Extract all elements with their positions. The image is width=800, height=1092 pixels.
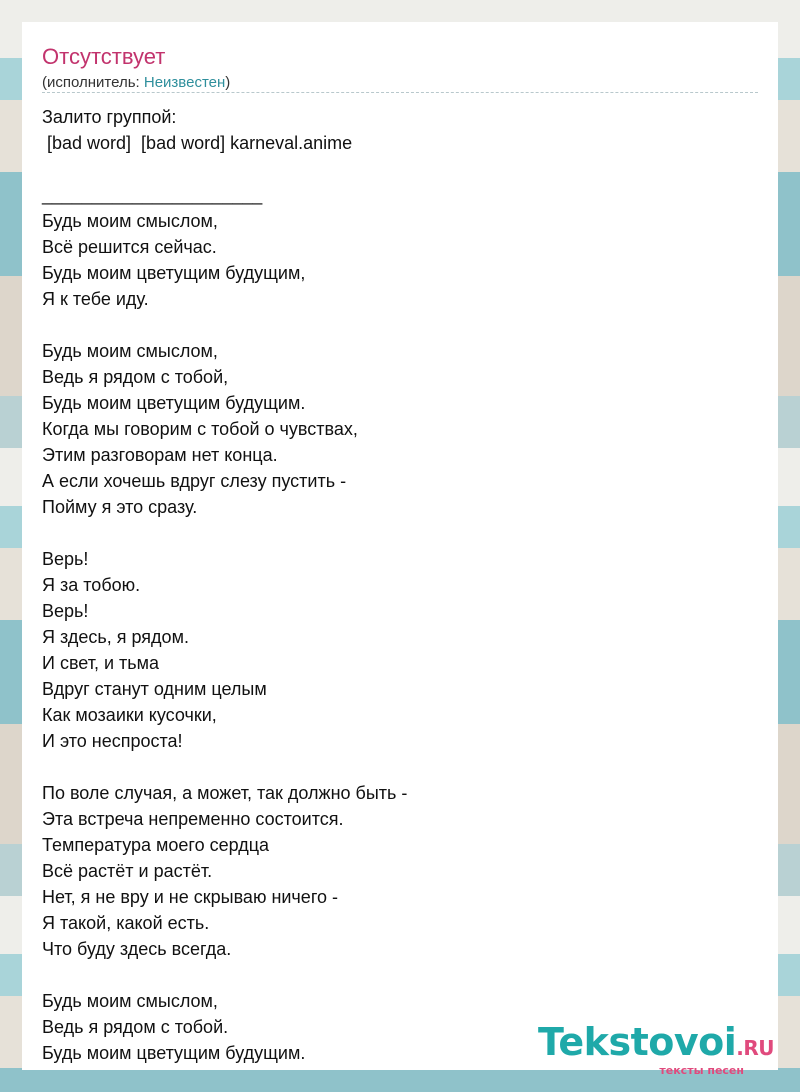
lyric-line: Всё растёт и растёт. xyxy=(42,861,213,881)
lyric-line: Я здесь, я рядом. xyxy=(42,627,189,647)
logo-tagline: тексты песен xyxy=(659,1064,744,1077)
lyric-line: Я за тобою. xyxy=(42,575,141,595)
lyric-line: Я к тебе иду. xyxy=(42,289,149,309)
lyric-line xyxy=(42,962,758,988)
lyric-line: Температура моего сердца xyxy=(42,835,270,855)
lyric-line: Эта встреча непременно состоится. xyxy=(42,809,344,829)
lyric-line: Будь моим цветущим будущим, xyxy=(42,263,306,283)
lyric-line: Будь моим цветущим будущим. xyxy=(42,1043,306,1063)
lyric-line: Вдруг станут одним целым xyxy=(42,679,267,699)
lyric-line: Залито группой: xyxy=(42,107,177,127)
lyric-line: Верь! xyxy=(42,601,89,621)
lyric-line: Пойму я это сразу. xyxy=(42,497,198,517)
lyrics-card xyxy=(22,22,778,1070)
lyric-line: По воле случая, а может, так должно быть - xyxy=(42,783,408,803)
artist-prefix: (исполнитель: xyxy=(42,74,144,91)
lyric-line: А если хочешь вдруг слезу пустить - xyxy=(42,471,347,491)
lyric-line: Ведь я рядом с тобой. xyxy=(42,1017,229,1037)
artist-suffix: ) xyxy=(225,74,231,91)
artist-line xyxy=(42,74,230,91)
lyric-line: И свет, и тьма xyxy=(42,653,160,673)
song-title: Отсутствует xyxy=(42,44,166,69)
lyric-line: И это неспроста! xyxy=(42,731,183,751)
lyric-line: Что буду здесь всегда. xyxy=(42,939,232,959)
lyric-line: Нет, я не вру и не скрываю ничего - xyxy=(42,887,338,907)
divider xyxy=(42,92,758,93)
lyric-line: Всё решится сейчас. xyxy=(42,237,217,257)
lyric-line: Будь моим смыслом, xyxy=(42,341,218,361)
lyric-line xyxy=(42,520,758,546)
site-logo[interactable] xyxy=(538,1022,774,1077)
lyric-line: Ведь я рядом с тобой, xyxy=(42,367,229,387)
lyric-line: Этим разговорам нет конца. xyxy=(42,445,278,465)
logo-wordmark xyxy=(538,1022,774,1068)
lyric-line xyxy=(42,754,758,780)
lyric-line: Будь моим цветущим будущим. xyxy=(42,393,306,413)
lyric-line: Когда мы говорим с тобой о чувствах, xyxy=(42,419,358,439)
lyric-line: ______________________ xyxy=(42,185,263,205)
lyric-line: Как мозаики кусочки, xyxy=(42,705,217,725)
lyric-line xyxy=(42,312,758,338)
lyric-line: [bad word] [bad word] karneval.anime xyxy=(42,133,353,153)
lyric-line: Я такой, какой есть. xyxy=(42,913,210,933)
lyrics-text xyxy=(42,104,758,1066)
logo-main-text: Tekstovoi xyxy=(538,1020,737,1064)
logo-tld: .RU xyxy=(736,1036,774,1060)
lyric-line xyxy=(42,156,758,182)
lyric-line: Будь моим смыслом, xyxy=(42,211,218,231)
lyric-line: Верь! xyxy=(42,549,89,569)
artist-link[interactable]: Неизвестен xyxy=(143,74,226,91)
lyric-line: Будь моим смыслом, xyxy=(42,991,218,1011)
